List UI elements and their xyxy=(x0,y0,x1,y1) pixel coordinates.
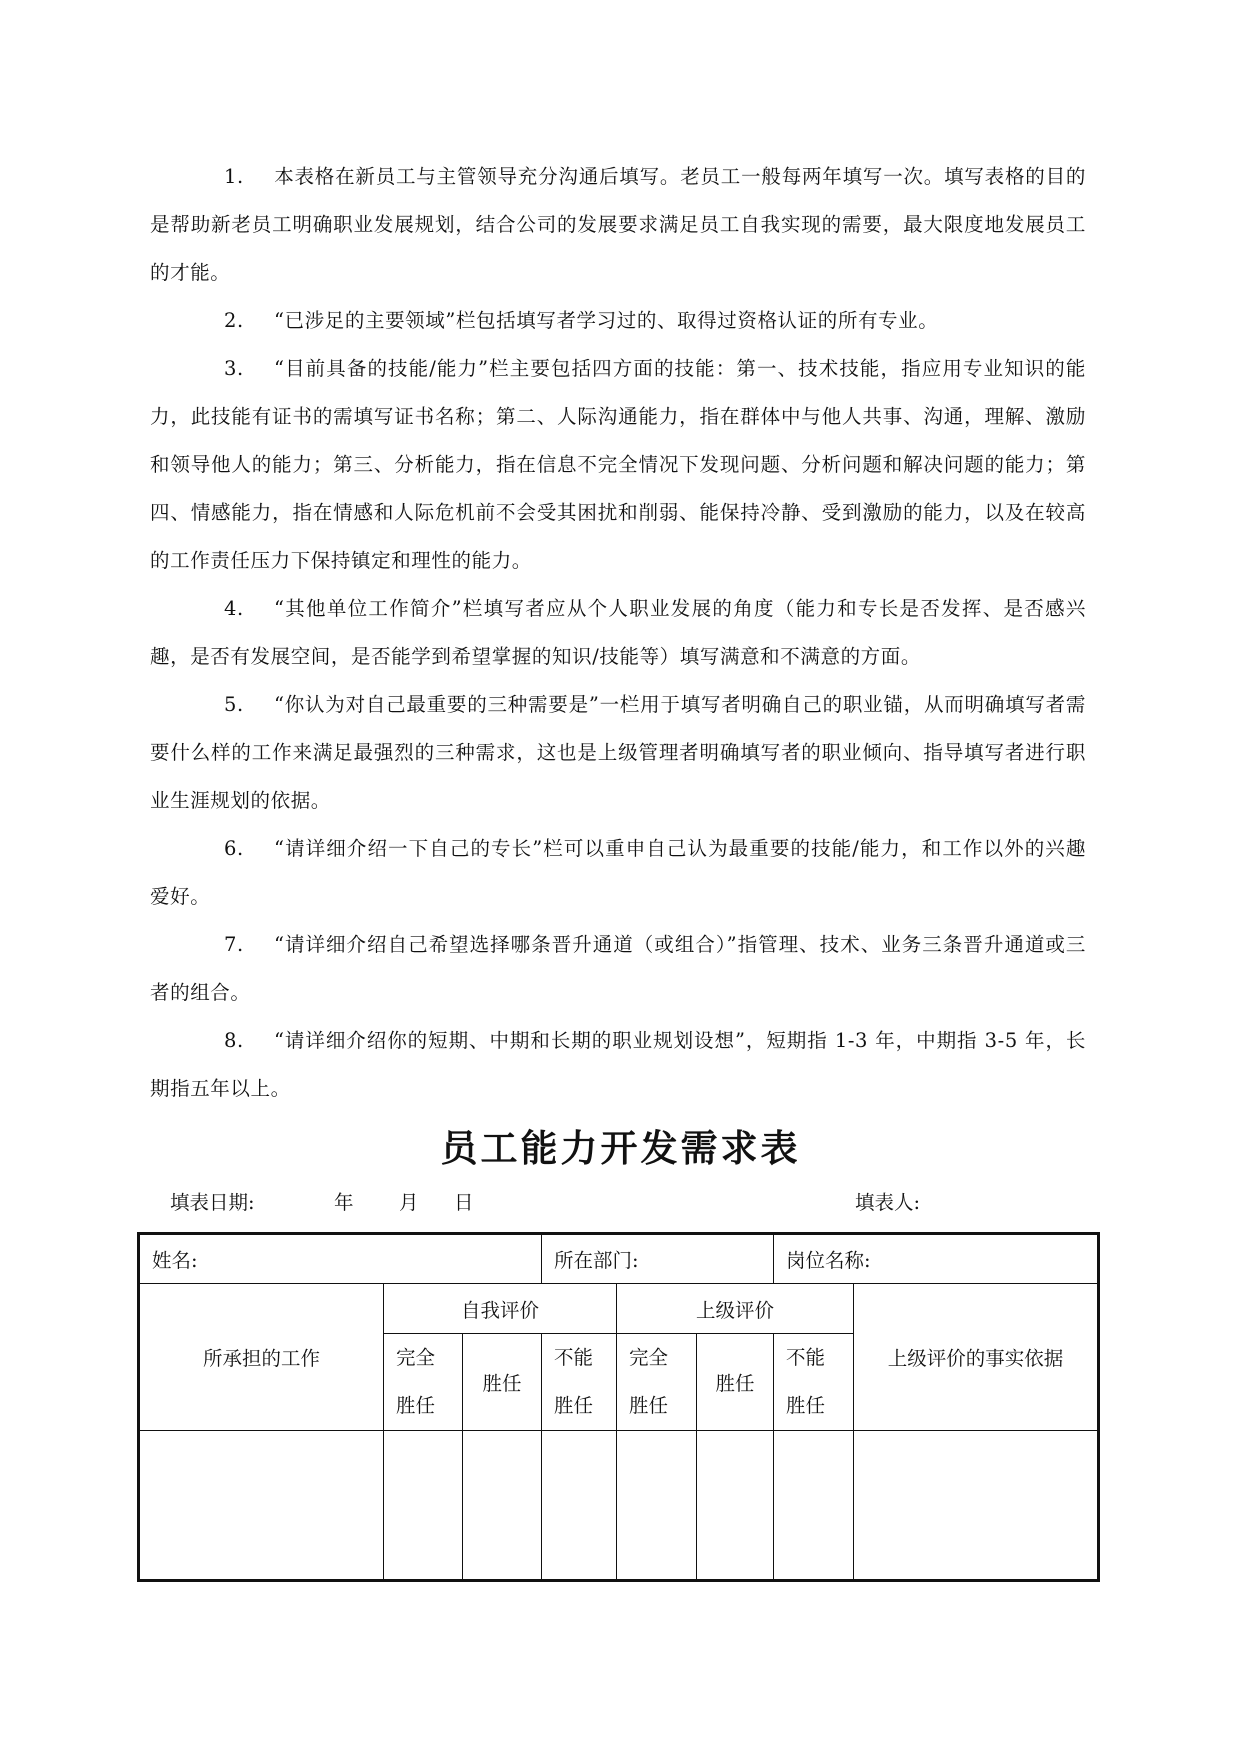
dept-cell[interactable] xyxy=(542,1234,774,1284)
self-competent: 胜任 xyxy=(463,1334,542,1431)
ability-form-table xyxy=(137,1232,1100,1582)
info-row xyxy=(139,1234,1099,1284)
year-label: 年 xyxy=(334,1191,354,1214)
self-eval-header: 自我评价 xyxy=(384,1284,617,1334)
self-not-entry[interactable] xyxy=(542,1431,617,1581)
day-label: 日 xyxy=(454,1191,474,1214)
form-meta-row xyxy=(0,1188,1241,1218)
note-5: 5. “你认为对自己最重要的三种需要是”一栏用于填写者明确自己的职业锚，从而明确填写者需要什么样的工作来满足最强烈的三种需求，这也是上级管理者明确填写者的职业倾向、指导填写者进行职业生涯规划的依据。 xyxy=(150,693,1086,812)
self-fully-competent: 完全 胜任 xyxy=(384,1334,463,1431)
work-header: 所承担的工作 xyxy=(139,1284,384,1431)
superior-not-entry[interactable] xyxy=(774,1431,854,1581)
superior-fully-competent: 完全 胜任 xyxy=(617,1334,697,1431)
basis-header: 上级评价的事实依据 xyxy=(854,1284,1099,1431)
work-entry-cell[interactable] xyxy=(139,1431,384,1581)
form-title: 员工能力开发需求表 xyxy=(440,1126,801,1170)
self-not-competent: 不能 胜任 xyxy=(542,1334,617,1431)
note-8: 8. “请详细介绍你的短期、中期和长期的职业规划设想”，短期指 1-3 年，中期指 3-5 年，长期指五年以上。 xyxy=(150,1029,1086,1100)
self-competent-entry[interactable] xyxy=(463,1431,542,1581)
superior-not-competent: 不能 胜任 xyxy=(774,1334,854,1431)
position-cell[interactable] xyxy=(774,1234,1099,1284)
note-7: 7. “请详细介绍自己希望选择哪条晋升通道（或组合）”指管理、技术、业务三条晋升通道或三者的组合。 xyxy=(150,933,1086,1004)
basis-entry-cell[interactable] xyxy=(854,1431,1099,1581)
note-6: 6. “请详细介绍一下自己的专长”栏可以重申自己认为最重要的技能/能力，和工作以外的兴趣爱好。 xyxy=(150,837,1086,908)
self-fully-entry[interactable] xyxy=(384,1431,463,1581)
name-label: 姓名: xyxy=(152,1249,198,1272)
name-cell[interactable] xyxy=(139,1234,542,1284)
eval-header-row xyxy=(139,1284,1099,1334)
date-label: 填表日期: xyxy=(170,1191,255,1214)
dept-label: 所在部门: xyxy=(554,1249,639,1272)
note-2: 2. “已涉足的主要领域”栏包括填写者学习过的、取得过资格认证的所有专业。 xyxy=(224,309,939,332)
filler-label: 填表人: xyxy=(855,1191,921,1214)
month-label: 月 xyxy=(399,1191,419,1214)
entry-row xyxy=(139,1431,1099,1581)
position-label: 岗位名称: xyxy=(786,1249,871,1272)
superior-eval-header: 上级评价 xyxy=(617,1284,854,1334)
superior-fully-entry[interactable] xyxy=(617,1431,697,1581)
superior-competent-entry[interactable] xyxy=(697,1431,774,1581)
note-4: 4. “其他单位工作简介”栏填写者应从个人职业发展的角度（能力和专长是否发挥、是否感兴趣，是否有发展空间，是否能学到希望掌握的知识/技能等）填写满意和不满意的方面。 xyxy=(150,597,1086,668)
note-1: 1. 本表格在新员工与主管领导充分沟通后填写。老员工一般每两年填写一次。填写表格的目的是帮助新老员工明确职业发展规划，结合公司的发展要求满足员工自我实现的需要，最大限度地发展员工的才能。 xyxy=(150,165,1086,284)
superior-competent: 胜任 xyxy=(697,1334,774,1431)
note-3: 3. “目前具备的技能/能力”栏主要包括四方面的技能：第一、技术技能，指应用专业知识的能力，此技能有证书的需填写证书名称；第二、人际沟通能力，指在群体中与他人共事、沟通，理解、激励和领导他人的能力；第三、分析能力，指在信息不完全情况下发现问题、分析问题和解决问题的能力；第四、情感能力，指在情感和人际危机前不会受其困扰和削弱、能保持冷静、受到激励的能力，以及在较高的工作责任压力下保持镇定和理性的能力。 xyxy=(150,357,1086,572)
instructions xyxy=(150,153,1086,1113)
